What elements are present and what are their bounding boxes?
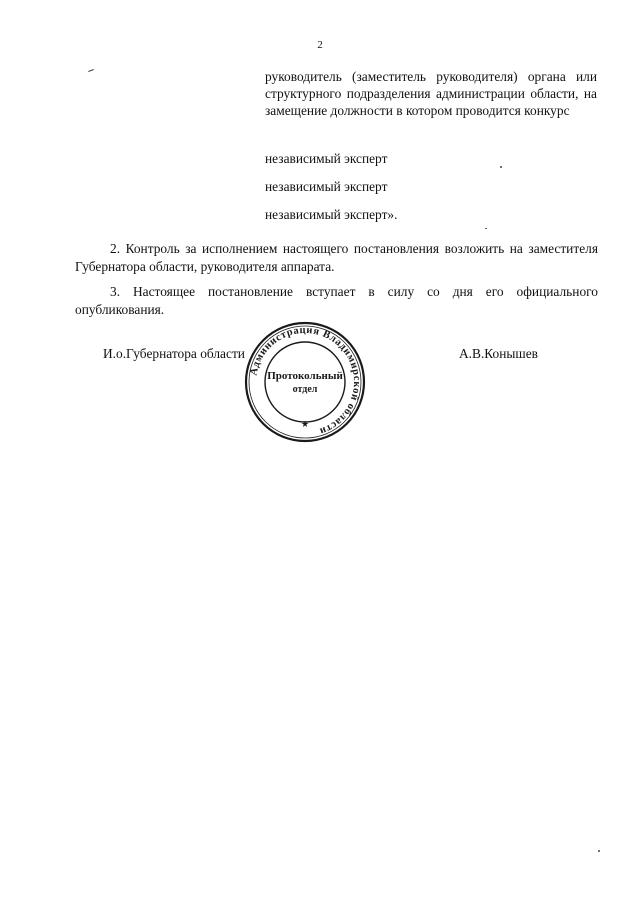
signatory-name: А.В.Конышев xyxy=(459,346,538,361)
seal-center-line-1: Протокольный xyxy=(267,370,343,382)
seal-center-line-2: отдел xyxy=(292,384,318,395)
seal-star-icon: ★ xyxy=(300,419,310,429)
seal-ring-text: Администрация Владимирской области xyxy=(248,324,363,437)
page-number: 2 xyxy=(317,39,323,51)
paragraph-effective-date: 3. Настоящее постановление вступает в силу со дня его официального опубликования. xyxy=(75,284,598,317)
role-line: независимый эксперт xyxy=(265,151,388,166)
role-line: независимый эксперт xyxy=(265,179,388,194)
seal-center xyxy=(243,320,367,444)
signatory-position: И.о.Губернатора области xyxy=(103,346,245,361)
paragraph-control: 2. Контроль за исполнением настоящего постановления возложить на заместителя Губернатора области, руководителя аппарата. xyxy=(75,241,598,274)
scan-speck xyxy=(88,69,94,72)
scan-speck xyxy=(598,850,600,852)
scan-speck xyxy=(485,228,487,229)
duty-description: руководитель (заместитель руководителя) органа или структурного подразделения администрации области, на замещение должности в котором проводится конкурс xyxy=(265,69,597,118)
role-line: независимый эксперт». xyxy=(265,207,398,222)
official-seal xyxy=(243,320,367,444)
scan-speck xyxy=(500,166,502,168)
